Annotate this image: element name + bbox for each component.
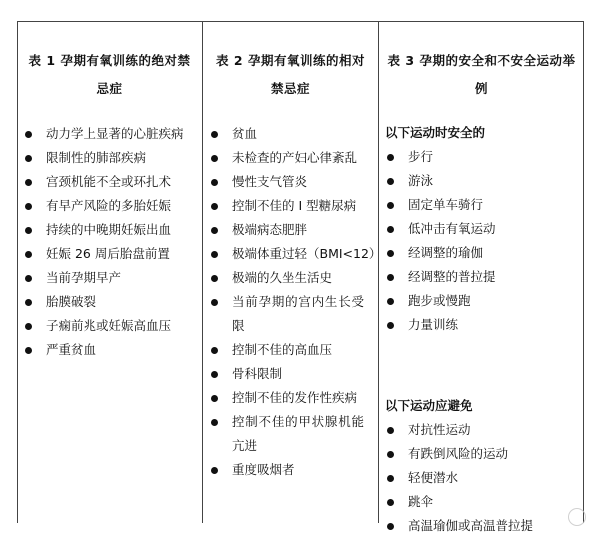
list-item [203,458,378,482]
list-item-text: 力量训练 [408,317,459,332]
bullet-icon [211,419,218,426]
list-item [379,466,584,490]
bullet-icon [25,323,32,330]
bullet-icon [387,274,394,281]
list-item-text: 极端体重过轻（BMI<12） [232,246,382,261]
list-item-text: 低冲击有氧运动 [408,221,496,236]
bullet-icon [211,371,218,378]
bullet-icon [211,275,218,282]
list-item [379,490,584,514]
bullet-icon [211,131,218,138]
bullet-icon [25,275,32,282]
list-item-text: 骨科限制 [232,366,283,381]
safe-exercise-heading: 以下运动时安全的 [385,125,486,140]
list-item [203,362,378,386]
list-item-text: 步行 [408,149,434,164]
list-item [379,217,584,241]
bullet-icon [25,347,32,354]
bullet-icon [387,250,394,257]
list-item-text: 经调整的普拉提 [408,269,496,284]
list-item [17,242,202,266]
bullet-icon [211,395,218,402]
list-item-text: 有跌倒风险的运动 [408,446,509,461]
bullet-icon [211,251,218,258]
list-item-text: 控制不佳的甲状腺机能亢进 [232,414,364,453]
bullet-icon [387,475,394,482]
list-item [379,289,584,313]
table-column-exercise-examples [378,21,584,533]
list-item [17,266,202,290]
watermark-logo-icon [568,508,586,526]
bullet-icon [387,226,394,233]
column-title: 表 3 孕期的安全和不安全运动举例 [387,53,576,96]
list-item-text: 重度吸烟者 [232,462,295,477]
bullet-icon [211,467,218,474]
safe-exercise-section [379,121,584,337]
list-item-text: 固定单车骑行 [408,197,484,212]
bullet-icon [25,299,32,306]
list-item [379,514,584,538]
bullet-icon [211,299,218,306]
safe-exercise-list [379,145,584,337]
list-item-text: 宫颈机能不全或环扎术 [46,174,172,189]
list-item [379,145,584,169]
bullet-icon [211,347,218,354]
list-item-text: 极端病态肥胖 [232,222,308,237]
list-item-text: 胎膜破裂 [46,294,97,309]
list-item [203,170,378,194]
list-item [17,338,202,362]
list-item [17,122,202,146]
list-item [203,290,378,338]
list-item-text: 游泳 [408,173,434,188]
list-item-text: 妊娠 26 周后胎盘前置 [46,246,170,261]
bullet-icon [387,178,394,185]
list-item-text: 严重贫血 [46,342,97,357]
avoid-exercise-section [379,394,584,538]
list-item [203,338,378,362]
list-item [379,169,584,193]
list-item [17,170,202,194]
list-item-text: 高温瑜伽或高温普拉提 [408,518,534,533]
list-item-text: 极端的久坐生活史 [232,270,333,285]
list-item [203,386,378,410]
table-column-absolute-contraindications [17,21,202,523]
list-item-text: 控制不佳的发作性疾病 [232,390,358,405]
bullet-icon [25,131,32,138]
list-item [17,314,202,338]
list-item [203,242,382,266]
list-item [203,194,378,218]
list-item [203,146,378,170]
list-item [379,193,584,217]
list-item [17,194,202,218]
bullet-icon [25,251,32,258]
bullet-icon [25,155,32,162]
list-item-text: 有早产风险的多胎妊娠 [46,198,172,213]
bullet-icon [387,322,394,329]
bullet-icon [25,203,32,210]
bullet-icon [211,227,218,234]
bullet-icon [387,451,394,458]
bullet-icon [211,203,218,210]
bullet-icon [211,179,218,186]
list-item-text: 限制性的肺部疾病 [46,150,147,165]
list-item-text: 对抗性运动 [408,422,471,437]
column-title: 表 1 孕期有氧训练的绝对禁忌症 [28,53,191,96]
list-item-text: 持续的中晚期妊娠出血 [46,222,172,237]
list-item [17,146,202,170]
bullet-icon [387,202,394,209]
bullet-icon [387,298,394,305]
list-item [379,442,584,466]
bullet-icon [387,523,394,530]
list-item [379,418,584,442]
list-item-text: 控制不佳的 I 型糖尿病 [232,198,357,213]
watermark [568,508,586,526]
list-item [379,313,584,337]
list-item [203,266,378,290]
list-item [203,122,378,146]
list-item-text: 贫血 [232,126,258,141]
list-item [379,241,584,265]
list-item [203,218,378,242]
list-item [17,218,202,242]
bullet-icon [387,427,394,434]
list-item [379,265,584,289]
absolute-contraindication-list [17,122,202,362]
bullet-icon [387,154,394,161]
list-item-text: 当前孕期早产 [46,270,122,285]
bullet-icon [25,227,32,234]
list-item [17,290,202,314]
list-item-text: 当前孕期的宫内生长受限 [232,294,364,333]
list-item-text: 动力学上显著的心脏疾病 [46,126,184,141]
list-item-text: 慢性支气管炎 [232,174,308,189]
list-item-text: 经调整的瑜伽 [408,245,484,260]
list-item [203,410,378,458]
list-item-text: 跳伞 [408,494,434,509]
list-item-text: 跑步或慢跑 [408,293,471,308]
relative-contraindication-list [203,122,382,482]
column-title: 表 2 孕期有氧训练的相对禁忌症 [216,53,365,96]
avoid-exercise-list [379,418,584,538]
bullet-icon [387,499,394,506]
avoid-exercise-heading: 以下运动应避免 [385,398,473,413]
list-item-text: 控制不佳的高血压 [232,342,333,357]
table-column-relative-contraindications [202,21,382,523]
list-item-text: 子痫前兆或妊娠高血压 [46,318,172,333]
list-item-text: 轻便潜水 [408,470,459,485]
list-item-text: 未检查的产妇心律紊乱 [232,150,358,165]
bullet-icon [211,155,218,162]
bullet-icon [25,179,32,186]
